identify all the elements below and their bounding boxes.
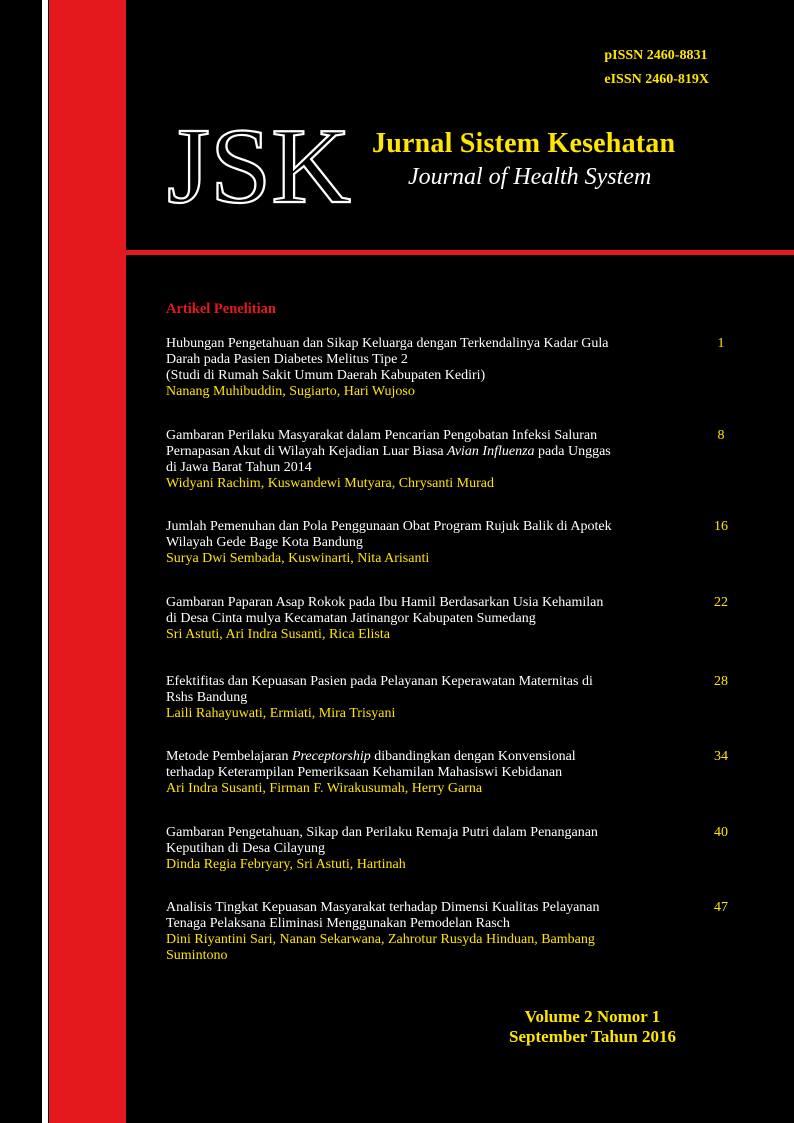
volume-number: Volume 2 Nomor 1 (524, 1007, 661, 1026)
journal-title: Jurnal Sistem Kesehatan (372, 128, 676, 159)
toc-article-8[interactable] (166, 900, 728, 964)
article-authors: Dini Riyantini Sari, Nanan Sekarwana, Zahrotur Rusyda Hinduan, Bambang Sumintono (166, 932, 595, 963)
article-page-number: 8 (717, 428, 725, 443)
article-page-number: 22 (714, 595, 728, 610)
article-title[interactable]: Gambaran Paparan Asap Rokok pada Ibu Hamil Berdasarkan Usia Kehamilan di Desa Cinta mulya Kecamatan Jatinangor Kabupaten Sumedang (166, 595, 604, 626)
article-page-number: 1 (717, 336, 725, 351)
jsk-logo-text: JSK (167, 110, 351, 210)
toc-article-2[interactable] (166, 428, 725, 492)
article-title[interactable]: Analisis Tingkat Kepuasan Masyarakat terhadap Dimensi Kualitas Pelayanan Tenaga Pelaksana Eliminasi Menggunakan Pemodelan Rasch (166, 900, 600, 931)
article-page-number: 47 (714, 900, 728, 915)
article-authors: Sri Astuti, Ari Indra Susanti, Rica Elista (166, 627, 390, 642)
article-page-number: 40 (714, 825, 728, 840)
article-authors: Surya Dwi Sembada, Kuswinarti, Nita Arisanti (166, 551, 430, 566)
volume-issue (480, 1007, 705, 1047)
article-page-number: 16 (714, 519, 728, 534)
article-title[interactable]: Jumlah Pemenuhan dan Pola Penggunaan Obat Program Rujuk Balik di Apotek Wilayah Gede Bage Kota Bandung (166, 519, 612, 550)
article-title-italic: Preceptorship (291, 749, 371, 764)
journal-subtitle: Journal of Health System (408, 164, 652, 190)
toc-article-1[interactable] (166, 336, 725, 400)
volume-date: September Tahun 2016 (509, 1027, 676, 1046)
toc-article-5[interactable] (166, 674, 728, 722)
white-stripe (42, 0, 48, 1123)
toc-article-7[interactable] (166, 825, 728, 873)
article-title[interactable]: Hubungan Pengetahuan dan Sikap Keluarga dengan Terkendalinya Kadar Gula Darah pada Pasien Diabetes Melitus Tipe 2 (Studi di Rumah Sakit Umum Daerah Kabupaten Kediri) (166, 336, 609, 383)
article-authors: Ari Indra Susanti, Firman F. Wirakusumah, Herry Garna (166, 781, 483, 796)
article-title[interactable]: Gambaran Perilaku Masyarakat dalam Pencarian Pengobatan Infeksi Saluran Pernapasan Akut di Wilayah Kejadian Luar Biasa Avian Influenza pada Unggas di Jawa Barat Tahun 2014 (166, 428, 611, 475)
jsk-logo-icon (165, 110, 355, 210)
section-heading: Artikel Penelitian (166, 301, 276, 317)
issn-block (604, 44, 709, 92)
jsk-logo (165, 110, 355, 210)
article-authors: Widyani Rachim, Kuswandewi Mutyara, Chrysanti Murad (166, 476, 494, 491)
pissn: pISSN 2460-8831 (604, 48, 708, 63)
article-page-number: 34 (714, 749, 728, 764)
eissn: eISSN 2460-819X (604, 72, 709, 87)
toc-article-3[interactable] (166, 519, 728, 567)
article-title[interactable]: Efektifitas dan Kepuasan Pasien pada Pelayanan Keperawatan Maternitas di Rshs Bandung (166, 674, 593, 705)
article-title[interactable]: Gambaran Pengetahuan, Sikap dan Perilaku Remaja Putri dalam Penanganan Keputihan di Desa Cilayung (166, 825, 598, 856)
article-title[interactable]: Metode Pembelajaran Preceptorship dibandingkan dengan Konvensional terhadap Keterampilan Pemeriksaan Kehamilan Mahasiswi Kebidanan (166, 749, 576, 780)
article-authors: Dinda Regia Febryary, Sri Astuti, Hartinah (166, 857, 406, 872)
toc-article-4[interactable] (166, 595, 728, 643)
red-sidebar-band (49, 0, 126, 1123)
article-page-number: 28 (714, 674, 728, 689)
red-horizontal-rule (126, 250, 794, 255)
article-authors: Laili Rahayuwati, Ermiati, Mira Trisyani (166, 706, 396, 721)
toc-article-6[interactable] (166, 749, 728, 797)
article-title-italic: Avian Influenza (447, 444, 535, 459)
article-authors: Nanang Muhibuddin, Sugiarto, Hari Wujoso (166, 384, 415, 399)
